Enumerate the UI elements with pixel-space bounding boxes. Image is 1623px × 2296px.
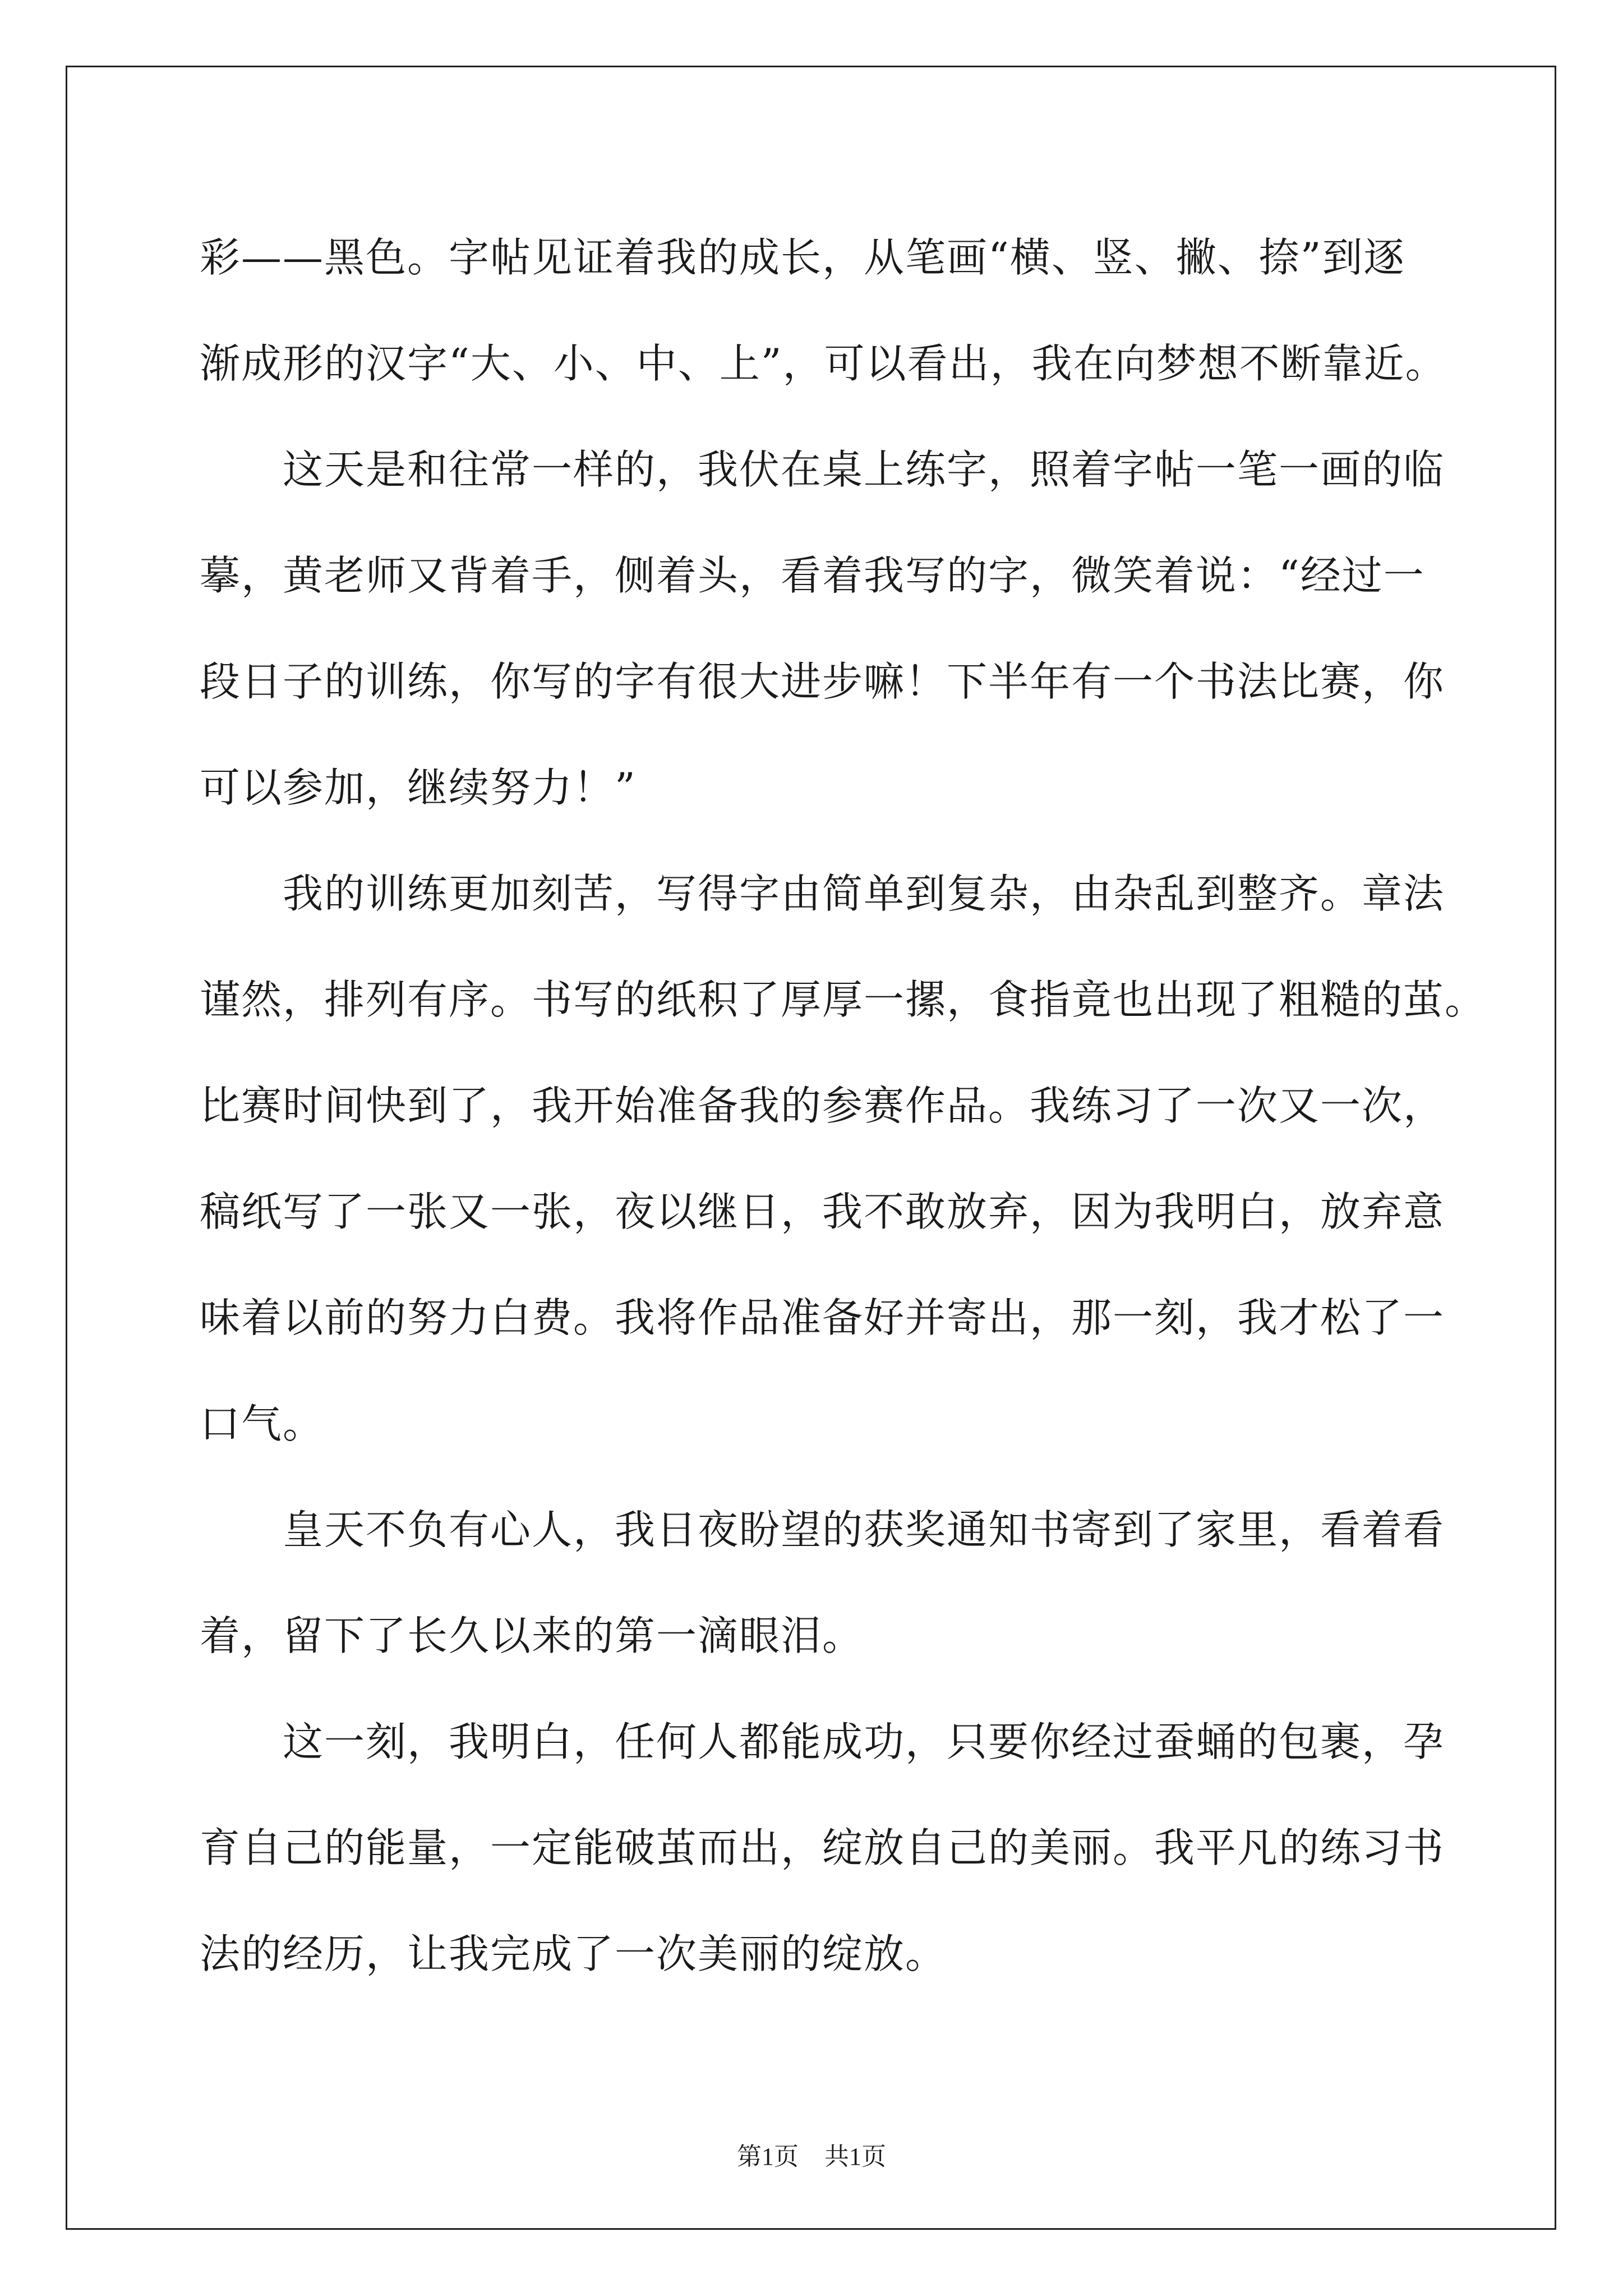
- text-line-17: 法的经历，让我完成了一次美丽的绽放。: [200, 1930, 947, 1977]
- text-line-9: 比赛时间快到了，我开始准备我的参赛作品。我练习了一次又一次，: [200, 1082, 1445, 1129]
- text-line-7: 我的训练更加刻苦，写得字由简单到复杂，由杂乱到整齐。章法: [283, 870, 1445, 917]
- text-line-8: 谨然，排列有序。书写的纸积了厚厚一摞，食指竟也出现了粗糙的茧。: [200, 976, 1487, 1023]
- text-line-2: 渐成形的汉字“大、小、中、上”，可以看出，我在向梦想不断靠近。: [200, 340, 1447, 387]
- page-number: 第1页: [737, 2143, 799, 2170]
- text-line-5: 段日子的训练，你写的字有很大进步嘛！下半年有一个书法比赛，你: [200, 658, 1445, 705]
- text-line-4: 摹，黄老师又背着手，侧着头，看着我写的字，微笑着说：“经过一: [200, 552, 1425, 599]
- text-line-6: 可以参加，继续努力！”: [200, 764, 637, 811]
- text-line-10: 稿纸写了一张又一张，夜以继日，我不敢放弃，因为我明白，放弃意: [200, 1188, 1445, 1235]
- text-line-11: 味着以前的努力白费。我将作品准备好并寄出，那一刻，我才松了一: [200, 1294, 1445, 1341]
- document-body: [200, 205, 1487, 2007]
- text-line-14: 着，留下了长久以来的第一滴眼泪。: [200, 1612, 864, 1659]
- text-line-15: 这一刻，我明白，任何人都能成功，只要你经过蚕蛹的包裹，孕: [283, 1718, 1445, 1765]
- text-line-13: 皇天不负有心人，我日夜盼望的获奖通知书寄到了家里，看着看: [283, 1506, 1445, 1553]
- page-footer: [0, 2136, 1623, 2172]
- text-line-1: 彩——黑色。字帖见证着我的成长，从笔画“横、竖、撇、捺”到逐: [200, 234, 1405, 281]
- page-total: 共1页: [824, 2143, 886, 2170]
- text-line-3: 这天是和往常一样的，我伏在桌上练字，照着字帖一笔一画的临: [283, 446, 1445, 493]
- text-line-16: 育自己的能量，一定能破茧而出，绽放自己的美丽。我平凡的练习书: [200, 1824, 1445, 1871]
- text-line-12: 口气。: [200, 1400, 325, 1447]
